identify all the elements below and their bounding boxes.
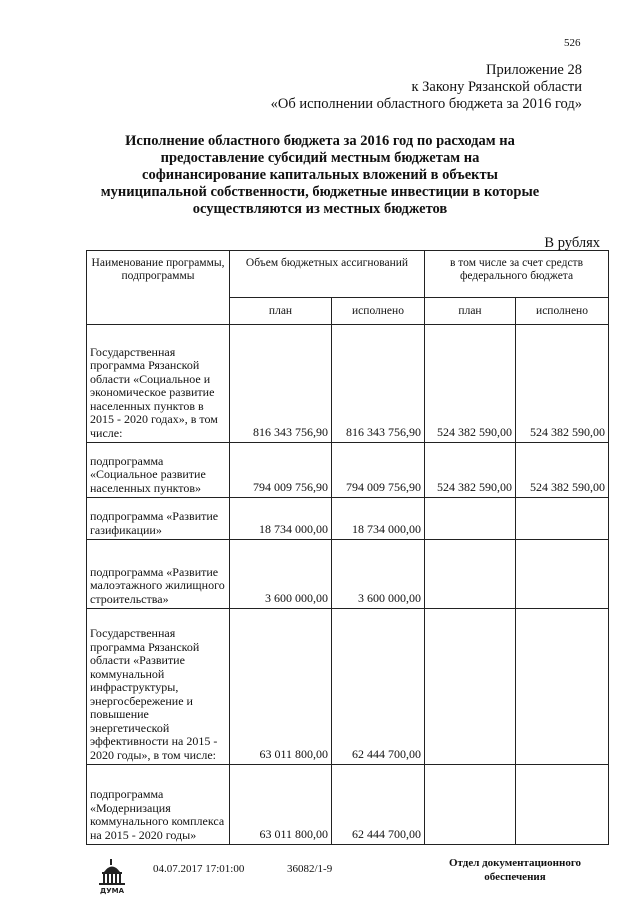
table-row bbox=[87, 609, 609, 765]
row-name: подпрограмма «Модернизация коммунального комплекса на 2015 - 2020 годы» bbox=[87, 765, 230, 845]
row-exec: 18 734 000,00 bbox=[332, 498, 425, 540]
row-name: подпрограмма «Социальное развитие населенных пунктов» bbox=[87, 443, 230, 498]
header-name: Наименование программы, подпрограммы bbox=[87, 251, 230, 325]
header-exec-1: исполнено bbox=[332, 298, 425, 325]
row-fed-plan bbox=[425, 765, 516, 845]
footer-date: 04.07.2017 17:01:00 bbox=[153, 863, 245, 875]
appendix-line-1: Приложение 28 bbox=[486, 62, 582, 78]
table-row bbox=[87, 498, 609, 540]
row-exec: 794 009 756,90 bbox=[332, 443, 425, 498]
row-fed-exec: 524 382 590,00 bbox=[516, 443, 609, 498]
row-plan: 3 600 000,00 bbox=[230, 540, 332, 609]
row-exec: 62 444 700,00 bbox=[332, 765, 425, 845]
row-fed-exec bbox=[516, 609, 609, 765]
row-plan: 816 343 756,90 bbox=[230, 325, 332, 443]
row-name: Государственная программа Рязанской области «Социальное и экономическое развитие населенных пунктов в 2015 - 2020 годах», в том числе: bbox=[87, 325, 230, 443]
table-row bbox=[87, 325, 609, 443]
row-fed-exec: 524 382 590,00 bbox=[516, 325, 609, 443]
row-plan: 18 734 000,00 bbox=[230, 498, 332, 540]
row-plan: 794 009 756,90 bbox=[230, 443, 332, 498]
row-fed-exec bbox=[516, 540, 609, 609]
row-plan: 63 011 800,00 bbox=[230, 765, 332, 845]
appendix-header bbox=[271, 62, 582, 113]
table-row bbox=[87, 540, 609, 609]
appendix-line-2: к Закону Рязанской области bbox=[411, 79, 582, 95]
header-plan-2: план bbox=[425, 298, 516, 325]
table-row bbox=[87, 765, 609, 845]
row-name: подпрограмма «Развитие газификации» bbox=[87, 498, 230, 540]
row-fed-plan: 524 382 590,00 bbox=[425, 325, 516, 443]
footer-department bbox=[440, 856, 590, 884]
page-number: 526 bbox=[564, 37, 581, 49]
row-fed-plan bbox=[425, 498, 516, 540]
footer-dept-line-2: обеспечения bbox=[484, 871, 546, 883]
row-exec: 3 600 000,00 bbox=[332, 540, 425, 609]
header-budget: Объем бюджетных ассигнований bbox=[230, 251, 425, 298]
row-exec: 816 343 756,90 bbox=[332, 325, 425, 443]
header-plan-1: план bbox=[230, 298, 332, 325]
units-label: В рублях bbox=[544, 235, 600, 251]
table-row bbox=[87, 443, 609, 498]
row-fed-exec bbox=[516, 498, 609, 540]
header-exec-2: исполнено bbox=[516, 298, 609, 325]
row-name: Государственная программа Рязанской области «Развитие коммунальной инфраструктуры, энергосбережение и повышение энергетической эффективности на 2015 - 2020 годы», в том числе: bbox=[87, 609, 230, 765]
row-fed-exec bbox=[516, 765, 609, 845]
header-federal: в том числе за счет средств федерального бюджета bbox=[425, 251, 609, 298]
row-fed-plan bbox=[425, 540, 516, 609]
document-title: Исполнение областного бюджета за 2016 год по расходам на предоставление субсидий местным бюджетам на софинансирование капитальных вложений в объекты муниципальной собственности, бюджетные инвестиции в которые осуществляются из местных бюджетов bbox=[100, 133, 540, 217]
row-exec: 62 444 700,00 bbox=[332, 609, 425, 765]
footer-code: 36082/1-9 bbox=[287, 863, 333, 875]
logo-text: ДУМА bbox=[99, 887, 125, 895]
row-name: подпрограмма «Развитие малоэтажного жилищного строительства» bbox=[87, 540, 230, 609]
footer bbox=[0, 852, 640, 902]
footer-dept-line-1: Отдел документационного bbox=[448, 857, 582, 869]
table-header-row bbox=[87, 251, 609, 298]
duma-building-icon bbox=[95, 858, 129, 896]
row-fed-plan bbox=[425, 609, 516, 765]
budget-table bbox=[86, 250, 609, 845]
appendix-line-3: «Об исполнении областного бюджета за 2016 год» bbox=[270, 96, 582, 112]
row-fed-plan: 524 382 590,00 bbox=[425, 443, 516, 498]
row-plan: 63 011 800,00 bbox=[230, 609, 332, 765]
